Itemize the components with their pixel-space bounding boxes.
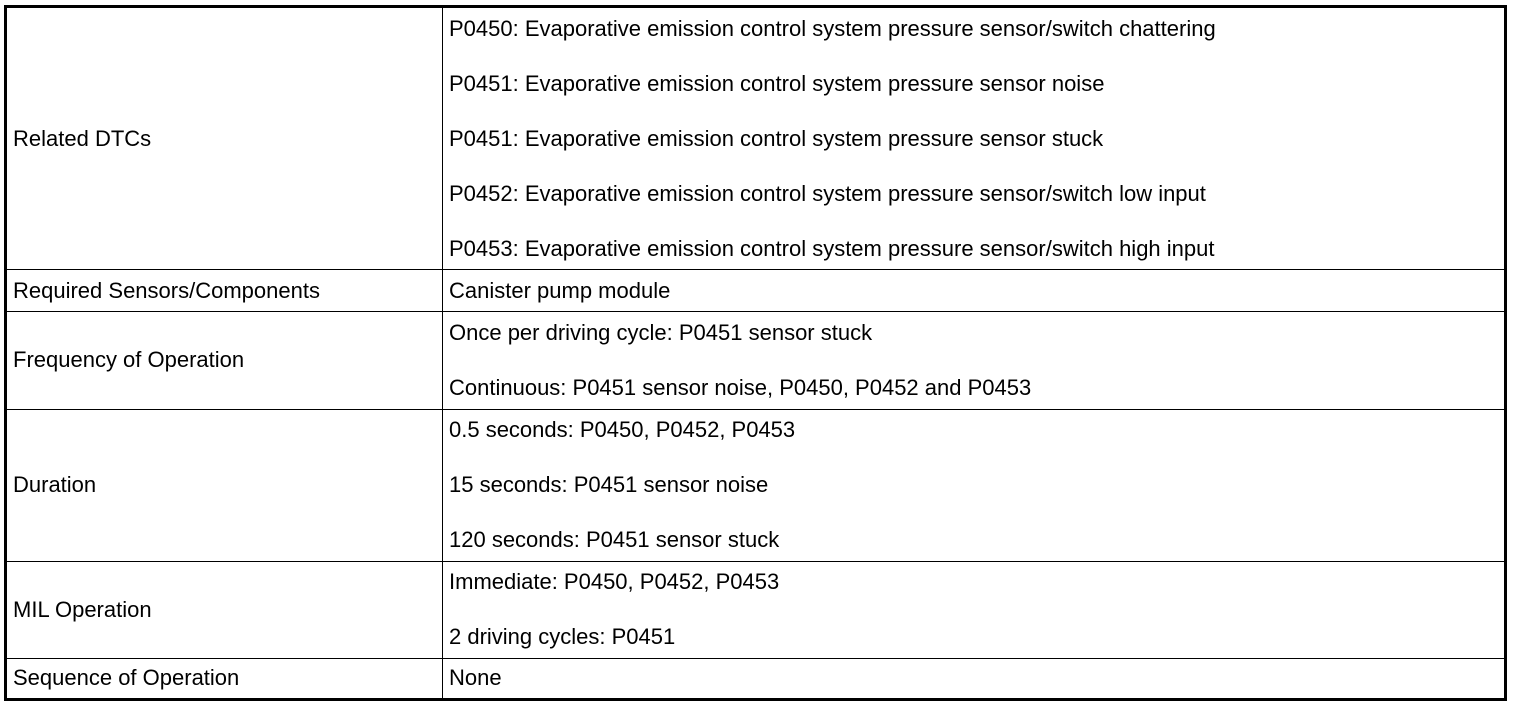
row-label: Required Sensors/Components	[6, 270, 443, 312]
dtc-line: P0452: Evaporative emission control system pressure sensor/switch low input	[449, 180, 1206, 206]
dtc-line: P0450: Evaporative emission control system pressure sensor/switch chattering	[449, 15, 1216, 41]
value-line: 120 seconds: P0451 sensor stuck	[449, 527, 780, 553]
row-value	[443, 7, 1506, 270]
row-label: MIL Operation	[6, 561, 443, 658]
value-line: Canister pump module	[449, 277, 671, 303]
table-row-related-dtcs	[6, 7, 1506, 270]
row-value	[443, 312, 1506, 409]
table-row-required-sensors	[6, 270, 1506, 312]
row-value	[443, 658, 1506, 699]
table-row-mil-operation	[6, 561, 1506, 658]
row-label: Related DTCs	[6, 7, 443, 270]
value-line: 0.5 seconds: P0450, P0452, P0453	[449, 417, 796, 443]
table-row-duration	[6, 409, 1506, 561]
dtc-line: P0451: Evaporative emission control system pressure sensor stuck	[449, 125, 1104, 151]
row-label: Frequency of Operation	[6, 312, 443, 409]
value-line: Once per driving cycle: P0451 sensor stuck	[449, 319, 873, 345]
row-value	[443, 270, 1506, 312]
table-row-sequence	[6, 658, 1506, 699]
dtc-line: P0453: Evaporative emission control system pressure sensor/switch high input	[449, 235, 1215, 261]
value-line: Immediate: P0450, P0452, P0453	[449, 569, 780, 595]
row-label: Sequence of Operation	[6, 658, 443, 699]
row-label: Duration	[6, 409, 443, 561]
value-line: None	[449, 665, 502, 691]
row-value	[443, 409, 1506, 561]
dtc-line: P0451: Evaporative emission control system pressure sensor noise	[449, 70, 1105, 96]
value-line: 2 driving cycles: P0451	[449, 624, 676, 650]
row-value	[443, 561, 1506, 658]
value-line: Continuous: P0451 sensor noise, P0450, P0452 and P0453	[449, 374, 1032, 400]
table-row-frequency	[6, 312, 1506, 409]
monitor-spec-table	[4, 5, 1507, 701]
value-line: 15 seconds: P0451 sensor noise	[449, 472, 769, 498]
